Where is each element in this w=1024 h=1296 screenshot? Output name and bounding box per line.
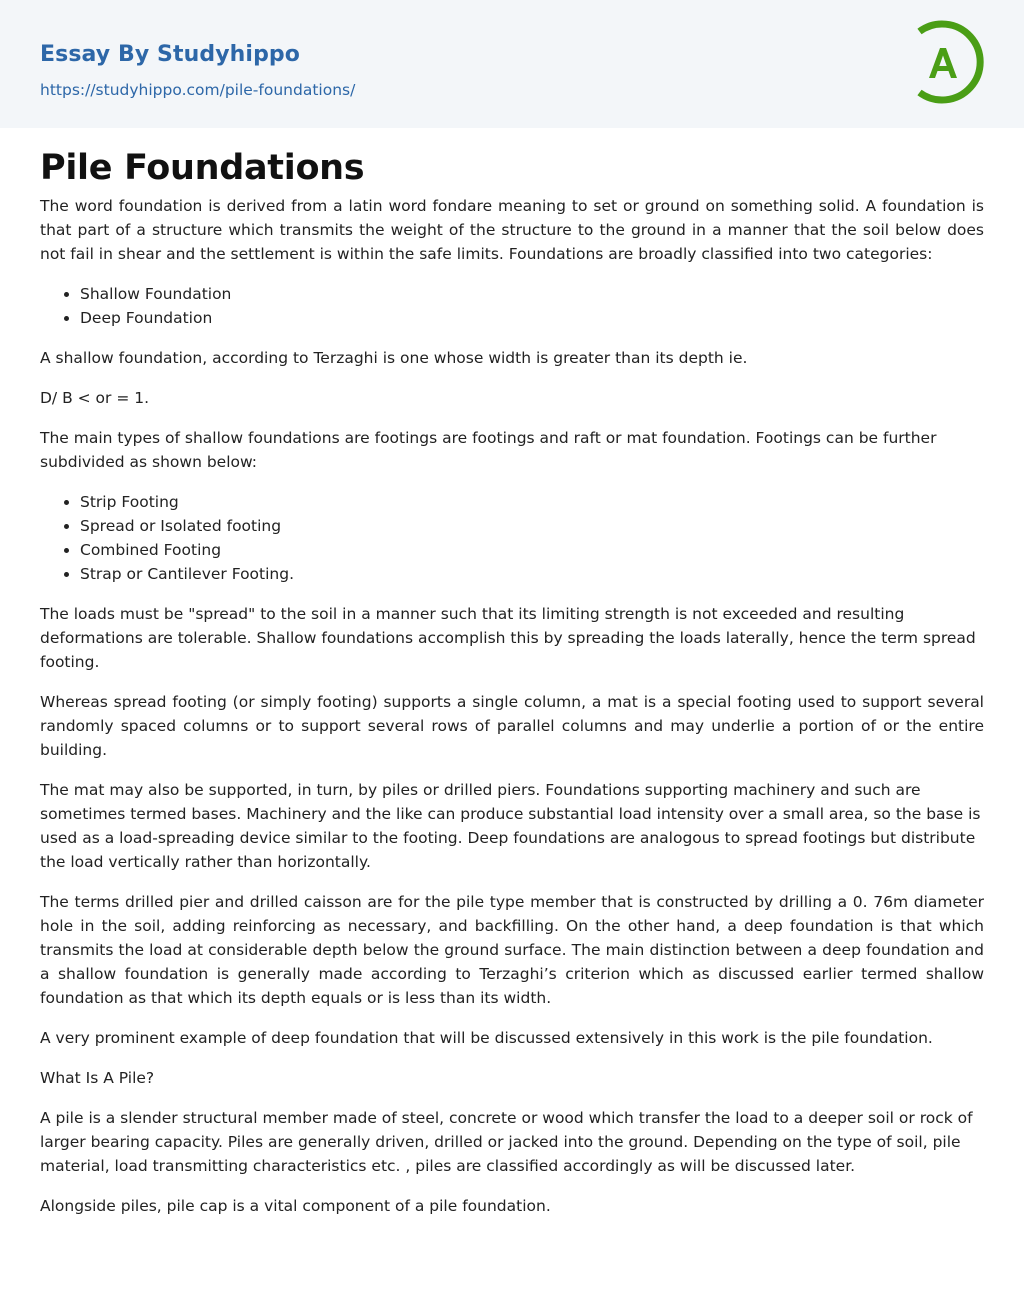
footing-types-list bbox=[80, 490, 984, 586]
list-item: • Combined Footing bbox=[80, 538, 984, 562]
mat-paragraph: Whereas spread footing (or simply footing) supports a single column, a mat is a special footing used to support several randomly spaced columns or to support several rows of parallel columns and may underlie a portion of or the entire building. bbox=[40, 693, 984, 759]
studyhippo-a-logo-icon bbox=[914, 18, 986, 106]
list-item: • Deep Foundation bbox=[80, 306, 984, 330]
pile-definition-paragraph: A pile is a slender structural member made of steel, concrete or wood which transfer the load to a deeper soil or rock of larger bearing capacity. Piles are generally driven, drilled or jacked into the ground. Depending on the type of soil, pile material, load transmitting characteristics etc. , piles are classified accordingly as will be discussed later. bbox=[40, 1109, 973, 1175]
list-item: • Shallow Foundation bbox=[80, 282, 984, 306]
list-item: • Spread or Isolated footing bbox=[80, 514, 984, 538]
pile-cap-paragraph: Alongside piles, pile cap is a vital component of a pile foundation. bbox=[40, 1197, 551, 1215]
studyhippo-logo[interactable] bbox=[914, 18, 986, 106]
section-heading-what-is-a-pile: What Is A Pile? bbox=[40, 1069, 155, 1087]
drilled-pier-paragraph: The terms drilled pier and drilled caisson are for the pile type member that is constructed by drilling a 0. 76m diameter hole in the soil, adding reinforcing as necessary, and backfilling. On the other hand, a deep foundation is that which transmits the load at considerable depth below the ground surface. The main distinction between a deep foundation and a shallow foundation is generally made according to Terzaghi’s criterion which as discussed earlier termed shallow foundation as that which its depth equals or is less than its width. bbox=[40, 893, 984, 1007]
article-content bbox=[0, 128, 1024, 1218]
list-item: • Strap or Cantilever Footing. bbox=[80, 562, 984, 586]
shallow-types-paragraph: The main types of shallow foundations are footings are footings and raft or mat foundation. Footings can be further subdivided as shown below: bbox=[40, 429, 937, 471]
site-header bbox=[0, 0, 1024, 128]
pile-example-paragraph: A very prominent example of deep foundation that will be discussed extensively in this work is the pile foundation. bbox=[40, 1029, 933, 1047]
ratio-paragraph: D/ B < or = 1. bbox=[40, 389, 150, 407]
loads-paragraph: The loads must be "spread" to the soil in a manner such that its limiting strength is not exceeded and resulting deformations are tolerable. Shallow foundations accomplish this by spreading the loads laterally, hence the term spread footing. bbox=[40, 605, 976, 671]
intro-paragraph: The word foundation is derived from a latin word fondare meaning to set or ground on something solid. A foundation is that part of a structure which transmits the weight of the structure to the ground in a manner that the soil below does not fail in shear and the settlement is within the safe limits. Foundations are broadly classified into two categories: bbox=[40, 197, 984, 263]
foundation-categories-list bbox=[80, 282, 984, 330]
source-url-link[interactable]: https://studyhippo.com/pile-foundations/ bbox=[40, 81, 356, 99]
site-title: Essay By Studyhippo bbox=[40, 42, 300, 67]
shallow-definition-paragraph: A shallow foundation, according to Terzaghi is one whose width is greater than its depth ie. bbox=[40, 349, 748, 367]
mat-support-paragraph: The mat may also be supported, in turn, by piles or drilled piers. Foundations supporting machinery and such are sometimes termed bases. Machinery and the like can produce substantial load intensity over a small area, so the base is used as a load-spreading device similar to the footing. Deep foundations are analogous to spread footings but distribute the load vertically rather than horizontally. bbox=[40, 781, 981, 871]
list-item: • Strip Footing bbox=[80, 490, 984, 514]
page-title: Pile Foundations bbox=[40, 148, 365, 188]
